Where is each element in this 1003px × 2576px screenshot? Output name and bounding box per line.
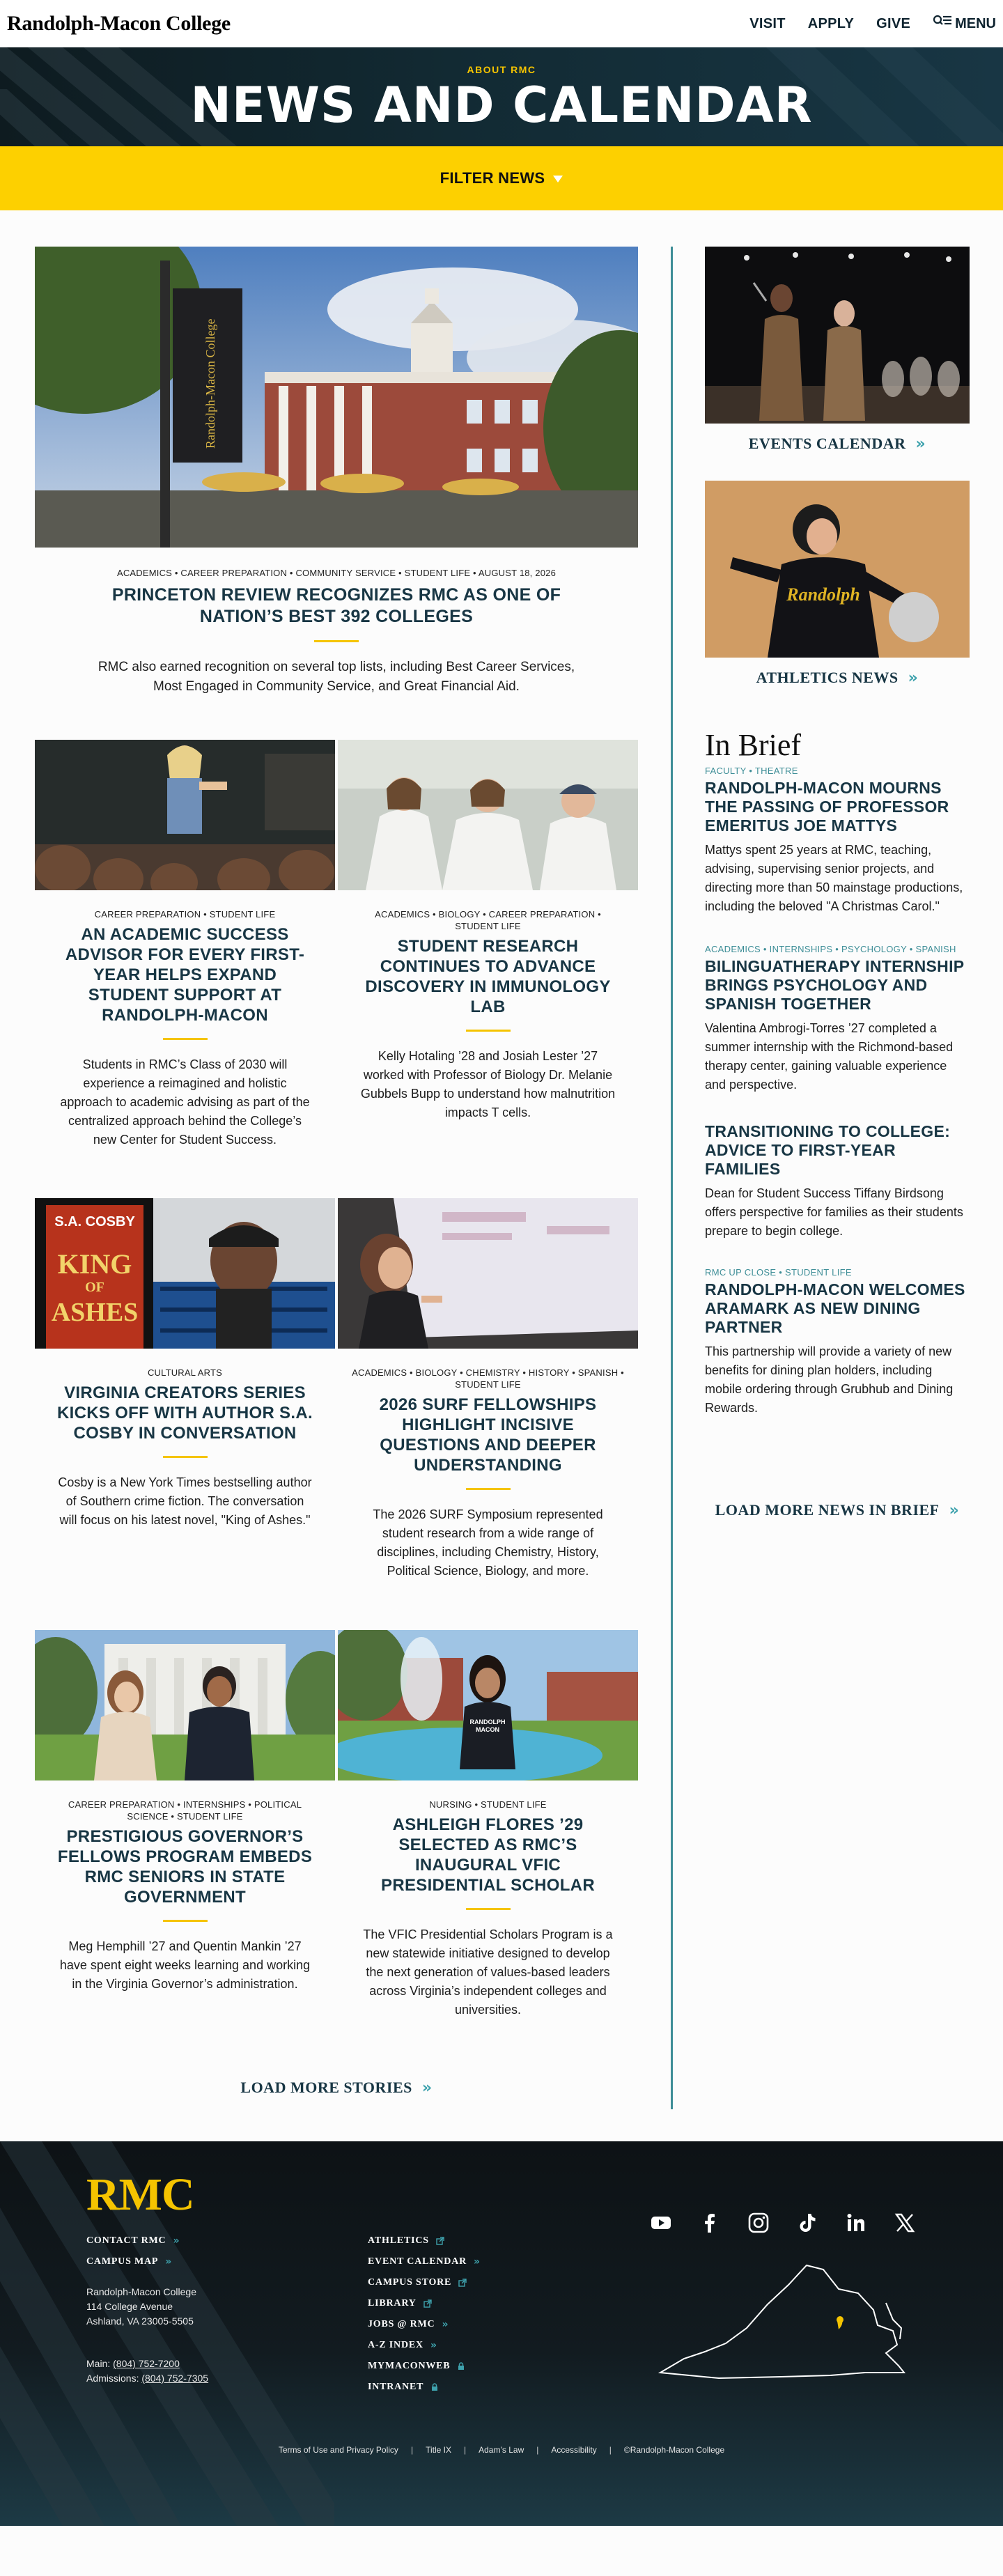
brief-item[interactable] (705, 766, 970, 916)
top-nav (749, 14, 996, 33)
brief-summary: Valentina Ambrogi-Torres ’27 completed a summer internship with the Richmond-based therapy center, gaining valuable experience and perspective. (705, 1021, 954, 1092)
story-summary: The 2026 SURF Symposium represented student research from a wide range of disciplines, including Chemistry, History, Political Science, Biology, and more. (373, 1507, 603, 1578)
menu-button[interactable] (933, 14, 996, 33)
jobs-label: JOBS @ RMC (368, 2319, 435, 2329)
story-title[interactable]: PRESTIGIOUS GOVERNOR’S FELLOWS PROGRAM EMBEDS RMC SENIORS IN STATE GOVERNMENT (57, 1827, 313, 1907)
mymaconweb-link[interactable] (368, 2356, 577, 2377)
story-categories[interactable]: CAREER PREPARATION • INTERNSHIPS • POLITICAL SCIENCE • STUDENT LIFE (68, 1799, 302, 1822)
adams-law-link[interactable]: Adam’s Law (479, 2445, 524, 2455)
story-card[interactable] (35, 1630, 335, 1994)
separator: | (463, 2445, 467, 2455)
story-summary: Cosby is a New York Times bestselling author of Southern crime fiction. The conversation will focus on his latest novel, "King of Ashes." (58, 1475, 312, 1527)
book-author-text: S.A. COSBY (54, 1214, 135, 1229)
in-brief-heading: In Brief (705, 728, 802, 762)
footer-logo[interactable]: RMC (86, 2169, 194, 2220)
youtube-icon[interactable] (649, 2211, 673, 2235)
featured-story-image[interactable] (35, 247, 638, 548)
story-image[interactable] (338, 1630, 638, 1780)
caret-down-icon[interactable] (553, 176, 563, 183)
campus-store-label: CAMPUS STORE (368, 2277, 452, 2288)
title-divider (163, 1920, 208, 1922)
title-divider (163, 1456, 208, 1458)
double-chevron-right-icon: » (949, 1501, 960, 1519)
footer-contact-column (86, 2230, 295, 2386)
hero-eyebrow[interactable]: ABOUT RMC (467, 64, 536, 75)
story-image[interactable] (338, 1198, 638, 1349)
terms-privacy-link[interactable]: Terms of Use and Privacy Policy (278, 2445, 398, 2455)
story-summary: The VFIC Presidential Scholars Program is a new statewide initiative designed to develop the next generation of values-based leaders across Virginia’s independent colleges and universities. (363, 1927, 613, 2017)
menu-label: MENU (955, 15, 996, 31)
brief-categories[interactable]: RMC UP CLOSE • STUDENT LIFE (705, 1267, 852, 1278)
nav-give[interactable]: GIVE (876, 15, 911, 31)
story-categories[interactable]: CAREER PREPARATION • STUDENT LIFE (94, 909, 276, 920)
page-title: NEWS AND CALENDAR (190, 77, 813, 134)
instagram-icon[interactable] (747, 2211, 770, 2235)
event-calendar-link[interactable] (368, 2251, 577, 2272)
footer-phones (86, 2357, 295, 2386)
site-header (0, 0, 1003, 47)
facebook-icon[interactable] (698, 2211, 722, 2235)
external-link-icon (423, 2299, 432, 2308)
external-link-icon (436, 2237, 444, 2245)
accessibility-link[interactable]: Accessibility (551, 2445, 597, 2455)
external-link-icon (458, 2279, 467, 2287)
intranet-link[interactable] (368, 2377, 577, 2398)
featured-banner-text: Randolph-Macon College (203, 318, 217, 449)
featured-story-categories[interactable]: ACADEMICS • CAREER PREPARATION • COMMUNITY SERVICE • STUDENT LIFE • AUGUST 18, 2026 (116, 568, 557, 578)
column-divider (671, 247, 673, 2109)
separator: | (536, 2445, 539, 2455)
library-label: LIBRARY (368, 2298, 417, 2309)
brief-title[interactable]: RANDOLPH-MACON MOURNS THE PASSING OF PROFESSOR EMERITUS JOE MATTYS (705, 779, 949, 835)
double-chevron-right-icon: » (474, 2256, 481, 2267)
brief-item[interactable] (705, 1267, 970, 1418)
lock-icon (430, 2383, 439, 2391)
search-menu-icon (933, 14, 952, 33)
address-name: Randolph-Macon College (86, 2286, 196, 2297)
main-phone-link[interactable]: (804) 752-7200 (113, 2358, 180, 2369)
story-title[interactable]: ASHLEIGH FLORES ’29 SELECTED AS RMC’S INAUGURAL VFIC PRESIDENTIAL SCHOLAR (381, 1815, 595, 1895)
title-divider (466, 1908, 511, 1910)
a-z-index-label: A-Z INDEX (368, 2340, 423, 2350)
athletics-news-block (705, 481, 970, 687)
a-z-index-link[interactable] (368, 2335, 577, 2356)
double-chevron-right-icon: » (430, 2340, 437, 2351)
book-title-line-2: OF (85, 1280, 104, 1295)
story-title[interactable]: VIRGINIA CREATORS SERIES KICKS OFF WITH AUTHOR S.A. COSBY IN CONVERSATION (57, 1383, 313, 1443)
double-chevron-right-icon: » (915, 435, 926, 453)
campus-map-link[interactable] (86, 2251, 295, 2272)
story-summary: Students in RMC’s Class of 2030 will experience a reimagined and holistic approach to academic advising as part of the centralized approach behind the College’s new Center for Student Success. (60, 1057, 310, 1147)
social-links (649, 2211, 917, 2235)
address-city: Ashland, VA 23005-5505 (86, 2315, 194, 2327)
shirt-text-line-2: MACON (476, 1726, 499, 1733)
address-street: 114 College Avenue (86, 2301, 173, 2312)
athletics-news-link[interactable] (705, 669, 970, 687)
book-title-line-1: KING (57, 1248, 132, 1280)
double-chevron-right-icon: » (421, 2079, 433, 2097)
story-card[interactable] (338, 1198, 638, 1581)
story-image[interactable] (35, 740, 335, 890)
event-calendar-label: EVENT CALENDAR (368, 2256, 467, 2267)
tiktok-icon[interactable] (795, 2211, 819, 2235)
jobs-link[interactable] (368, 2314, 577, 2335)
load-more-stories-button[interactable] (35, 2079, 638, 2097)
featured-story-title[interactable]: PRINCETON REVIEW RECOGNIZES RMC AS ONE OF NATION’S BEST 392 COLLEGES (111, 585, 561, 626)
virginia-map (656, 2261, 908, 2384)
brief-title[interactable]: RANDOLPH-MACON WELCOMES ARAMARK AS NEW DINING PARTNER (705, 1280, 965, 1336)
load-more-brief-label: LOAD MORE NEWS IN BRIEF (715, 1501, 940, 1519)
story-title[interactable]: AN ACADEMIC SUCCESS ADVISOR FOR EVERY FIRST-YEAR HELPS EXPAND STUDENT SUPPORT AT RANDOLPH-MACON (65, 925, 305, 1025)
contact-rmc-label: CONTACT RMC (86, 2235, 166, 2246)
campus-map-label: CAMPUS MAP (86, 2256, 159, 2267)
story-categories[interactable]: ACADEMICS • BIOLOGY • CAREER PREPARATION • STUDENT LIFE (375, 909, 601, 931)
legal-links (0, 2445, 1003, 2455)
events-calendar-link[interactable] (705, 435, 970, 453)
story-summary: Meg Hemphill ’27 and Quentin Mankin ’27 have spent eight weeks learning and working in the Virginia Governor’s administration. (59, 1939, 311, 1991)
brand-logo[interactable]: Randolph-Macon College (7, 12, 231, 35)
brief-categories[interactable]: FACULTY • THEATRE (705, 766, 798, 776)
footer-address (86, 2285, 295, 2329)
lock-icon (457, 2362, 465, 2371)
sidebar (705, 247, 970, 1519)
site-footer (0, 2141, 1003, 2526)
story-summary: Kelly Hotaling ’28 and Josiah Lester ’27 worked with Professor of Biology Dr. Melanie Gubbels Bupp to understand how malnutrition impacts T cells. (360, 1049, 616, 1119)
nav-visit[interactable]: VISIT (749, 15, 786, 31)
double-chevron-right-icon: » (442, 2319, 449, 2330)
title-divider (466, 1030, 511, 1032)
events-calendar-label: EVENTS CALENDAR (748, 435, 906, 452)
athletics-label: ATHLETICS (368, 2235, 429, 2246)
story-categories[interactable]: ACADEMICS • BIOLOGY • CHEMISTRY • HISTORY • SPANISH • STUDENT LIFE (352, 1367, 624, 1390)
nav-apply[interactable]: APPLY (807, 15, 855, 31)
title-ix-link[interactable]: Title IX (426, 2445, 451, 2455)
page-hero (0, 47, 1003, 146)
main-phone-label: Main: (86, 2358, 111, 2369)
separator: | (410, 2445, 414, 2455)
story-categories[interactable]: NURSING • STUDENT LIFE (429, 1799, 547, 1810)
brief-title[interactable]: TRANSITIONING TO COLLEGE: ADVICE TO FIRST-YEAR FAMILIES (705, 1122, 951, 1178)
shirt-text-line-1: RANDOLPH (469, 1718, 506, 1725)
brief-summary: This partnership will provide a variety of new benefits for dining plan holders, including mobile ordering through Grubhub and Dining Rewards. (705, 1344, 954, 1415)
brief-item[interactable] (705, 944, 970, 1094)
story-image[interactable] (338, 740, 638, 890)
load-more-brief-button[interactable] (705, 1501, 970, 1519)
jersey-text: Randolph (786, 584, 860, 605)
story-card[interactable] (35, 1198, 335, 1530)
story-image[interactable] (35, 1630, 335, 1780)
mymaconweb-label: MYMACONWEB (368, 2361, 451, 2371)
title-divider (163, 1038, 208, 1040)
story-card[interactable] (338, 740, 638, 1122)
admissions-phone-link[interactable]: (804) 752-7305 (141, 2373, 209, 2384)
library-link[interactable] (368, 2293, 577, 2314)
athletics-link[interactable] (368, 2230, 577, 2251)
campus-store-link[interactable] (368, 2272, 577, 2293)
athletics-image[interactable] (705, 481, 970, 658)
brief-summary: Mattys spent 25 years at RMC, teaching, advising, supervising senior projects, and directing more than 50 mainstage productions, including the beloved "A Christmas Carol." (705, 843, 963, 913)
x-icon[interactable] (893, 2211, 917, 2235)
story-card[interactable] (35, 740, 335, 1149)
story-card[interactable] (338, 1630, 638, 2019)
brief-item[interactable] (705, 1122, 970, 1241)
filter-news-bar[interactable] (0, 146, 1003, 210)
events-image[interactable] (705, 247, 970, 424)
news-main (0, 210, 1003, 2140)
double-chevron-right-icon: » (173, 2235, 180, 2247)
title-divider (466, 1488, 511, 1490)
footer-links-column (368, 2230, 577, 2398)
contact-rmc-link[interactable] (86, 2230, 295, 2251)
story-title[interactable]: STUDENT RESEARCH CONTINUES TO ADVANCE DISCOVERY IN IMMUNOLOGY LAB (365, 937, 611, 1016)
brief-summary: Dean for Student Success Tiffany Birdsong offers perspective for families as their students prepare to begin college. (705, 1186, 963, 1238)
title-divider (314, 640, 359, 642)
filter-news-label[interactable]: FILTER NEWS (440, 169, 545, 187)
story-title[interactable]: 2026 SURF FELLOWSHIPS HIGHLIGHT INCISIVE QUESTIONS AND DEEPER UNDERSTANDING (379, 1395, 597, 1475)
brief-title[interactable]: BILINGUATHERAPY INTERNSHIP BRINGS PSYCHOLOGY AND SPANISH TOGETHER (705, 957, 965, 1013)
story-categories[interactable]: CULTURAL ARTS (147, 1367, 223, 1378)
athletics-news-label: ATHLETICS NEWS (756, 669, 899, 686)
brief-categories[interactable]: ACADEMICS • INTERNSHIPS • PSYCHOLOGY • SPANISH (705, 944, 956, 954)
admissions-phone-label: Admissions: (86, 2373, 139, 2384)
stories-column (35, 247, 638, 2097)
load-more-stories-label: LOAD MORE STORIES (240, 2079, 412, 2096)
book-title-line-3: ASHES (51, 1298, 139, 1327)
featured-story[interactable] (35, 247, 638, 697)
story-image[interactable] (35, 1198, 335, 1349)
separator: | (609, 2445, 612, 2455)
double-chevron-right-icon: » (165, 2256, 173, 2267)
intranet-label: INTRANET (368, 2382, 424, 2392)
copyright: ©Randolph-Macon College (623, 2445, 725, 2455)
linkedin-icon[interactable] (844, 2211, 868, 2235)
featured-story-summary: RMC also earned recognition on several top lists, including Best Career Services, Most Engaged in Community Service, and Great Financial Aid. (98, 660, 575, 694)
events-calendar-block (705, 247, 970, 453)
double-chevron-right-icon: » (908, 669, 919, 687)
